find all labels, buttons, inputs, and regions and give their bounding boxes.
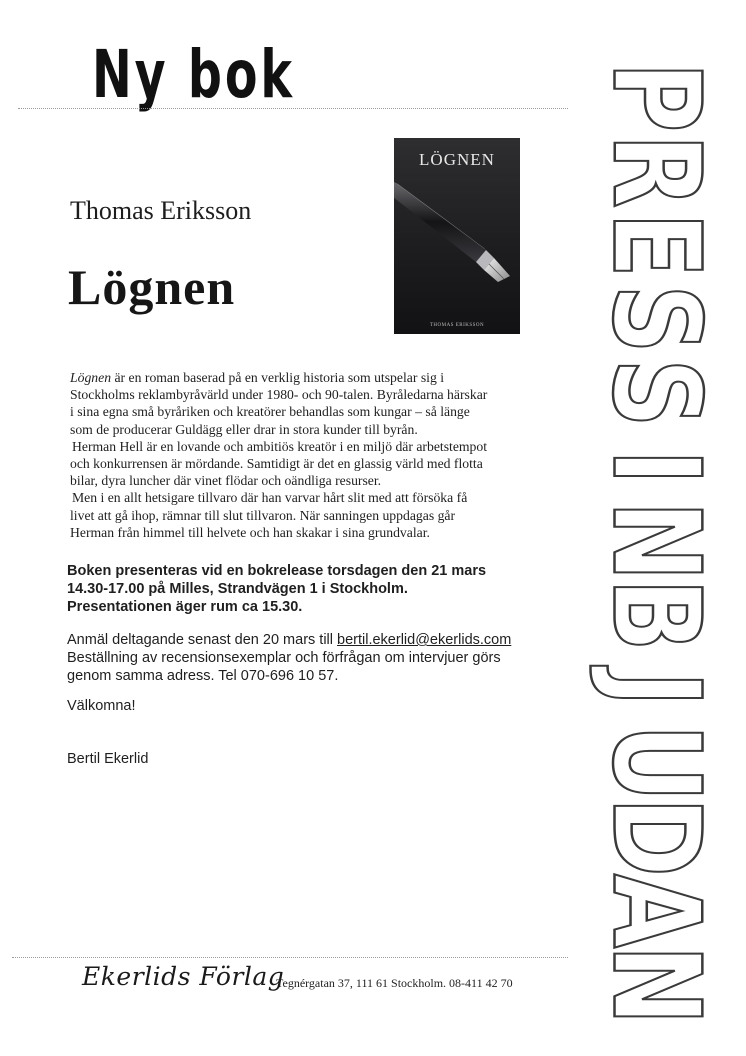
vertical-banner <box>586 52 726 1052</box>
description-text: Men i en allt hetsigare tillvaro där han varvar hårt slit med att försöka få <box>72 490 468 506</box>
description-text: och konkurrensen är mördande. Samtidigt är det en glassig värld med flotta <box>70 456 483 472</box>
contact-email-link[interactable]: bertil.ekerlid@ekerlids.com <box>337 632 512 648</box>
banner-letter: N <box>586 944 726 1026</box>
description-text: livet att gå ihop, rämnar till slut tillvaron. När sanningen uppdagas går <box>70 507 456 523</box>
invitation-line: Boken presenteras vid en bokrelease torsdagen den 21 mars <box>67 563 487 579</box>
release-invitation <box>67 562 537 617</box>
banner-letter: I <box>586 449 726 485</box>
banner-letter: S <box>586 284 726 354</box>
banner-letter: S <box>586 358 726 428</box>
cover-title: LÖGNEN <box>419 150 495 169</box>
registration-text: Anmäl deltagande senast den 20 mars till <box>67 632 338 648</box>
registration-text: Beställning av recensionsexemplar och förfrågan om intervjuer görs <box>67 650 501 667</box>
cover-author: THOMAS ERIKSSON <box>429 323 485 328</box>
top-divider <box>18 108 568 109</box>
description-paragraph-3 <box>70 489 540 541</box>
description-text: är en roman baserad på en verklig historia som utspelar sig i <box>111 370 445 385</box>
description-text: som de producerar Guldägg eller drar in stora kunder till byrån. <box>70 421 418 437</box>
fountain-pen-icon <box>394 178 520 318</box>
description-paragraph-1 <box>70 369 540 438</box>
banner-letter: B <box>586 578 726 652</box>
book-title: Lögnen <box>68 259 236 315</box>
description-paragraph-2 <box>70 438 540 490</box>
description-text: Herman från himmel till helvete och han skakar i sina grundvalar. <box>70 524 430 540</box>
description-text: i sina egna små byråriken och kreatörer behandlas som kungar – så länge <box>70 404 470 420</box>
bottom-divider <box>12 957 568 958</box>
page-heading: Ny bok <box>92 36 295 113</box>
registration-text: genom samma adress. Tel 070-696 10 57. <box>67 668 339 685</box>
publisher-logo: Ekerlids Förlag <box>82 962 285 991</box>
book-author: Thomas Eriksson <box>70 196 252 225</box>
description-text: bilar, dyra luncher där vinet flödar och oändliga resurser. <box>70 473 382 489</box>
book-description <box>70 369 540 541</box>
banner-letter: D <box>586 797 726 877</box>
description-text: Herman Hell är en lovande och ambitiös kreatör i en miljö där arbetstempot <box>72 438 488 454</box>
invitation-line: Presentationen äger rum ca 15.30. <box>67 599 303 616</box>
banner-letter: P <box>586 61 726 133</box>
banner-letter: N <box>586 500 726 582</box>
publisher-address: Tegnérgatan 37, 111 61 Stockholm. 08-411 42 70 <box>276 976 513 990</box>
banner-letter: A <box>586 873 726 949</box>
banner-letter: R <box>586 134 726 208</box>
book-cover-image <box>394 138 520 334</box>
banner-letter: U <box>586 724 726 802</box>
banner-letter: J <box>586 671 726 707</box>
description-text: Stockholms reklambyråvärld under 1980- och 90-talen. Byråledarna härskar <box>70 387 488 403</box>
description-italic-title: Lögnen <box>70 370 112 385</box>
welcome-text: Välkomna! <box>67 698 136 714</box>
invitation-line: 14.30-17.00 på Milles, Strandvägen 1 i Stockholm. <box>67 581 408 598</box>
signature: Bertil Ekerlid <box>67 751 149 767</box>
registration-info <box>67 631 547 686</box>
banner-letter: E <box>586 212 726 278</box>
